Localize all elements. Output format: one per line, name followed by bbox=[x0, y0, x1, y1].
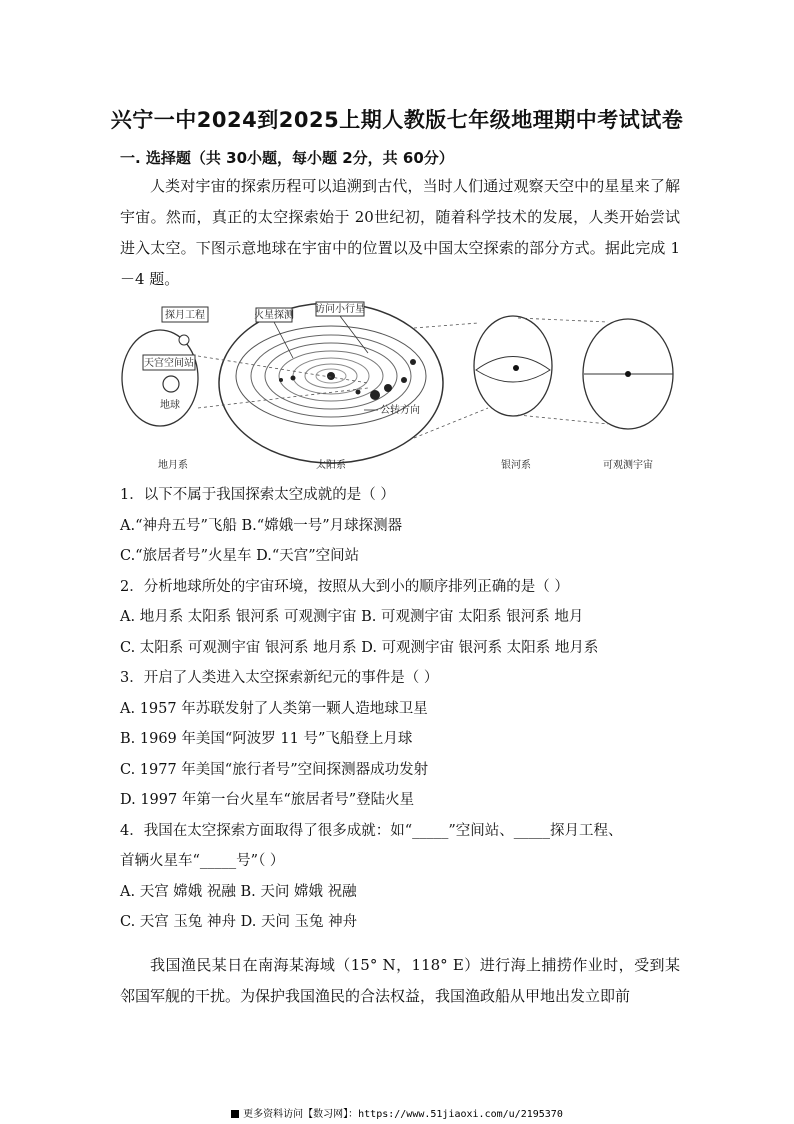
earth-moon-system bbox=[122, 307, 208, 426]
caption-milky-way: 银河系 bbox=[501, 460, 531, 471]
label-earth: 地球 bbox=[160, 400, 180, 411]
label-tiangong: 天宫空间站 bbox=[144, 358, 194, 369]
second-paragraph-text: 我国渔民某日在南海某海域（15° N，118° E）进行海上捕捞作业时，受到某邻国军舰的干扰。为保护我国渔民的合法权益，我国渔政船从甲地出发立即前 bbox=[120, 956, 680, 1005]
footer-link[interactable]: 更多资料访问【数习网】：https://www.51jiaoxi.com/u/2195370 bbox=[243, 1109, 563, 1120]
question-line: B. 1969 年美国“阿波罗 11 号”飞船登上月球 bbox=[120, 731, 413, 747]
milky-way bbox=[474, 316, 552, 416]
question-line: C. 1977 年美国“旅行者号”空间探测器成功发射 bbox=[120, 761, 429, 778]
intro-paragraph bbox=[120, 171, 680, 295]
flag-icon bbox=[231, 1110, 239, 1118]
label-lunar-project: 探月工程 bbox=[165, 310, 205, 321]
question-line: C. 太阳系 可观测宇宙 银河系 地月系 D. 可观测宇宙 银河系 太阳系 地月系 bbox=[120, 639, 599, 656]
exam-title: 兴宁一中2024到2025上期人教版七年级地理期中考试试卷 bbox=[110, 108, 684, 132]
question-line: 1．以下不属于我国探索太空成就的是（ ） bbox=[120, 487, 395, 503]
section-heading: 一. 选择题（共 30小题，每小题 2分，共 60分） bbox=[120, 149, 454, 167]
caption-observable-universe: 可观测宇宙 bbox=[603, 460, 653, 471]
caption-earth-moon: 地月系 bbox=[158, 460, 188, 471]
observable-universe bbox=[583, 319, 673, 429]
question-line: D. 1997 年第一台火星车“旅居者号”登陆火星 bbox=[120, 792, 415, 808]
universe-diagram bbox=[118, 298, 690, 478]
label-orbit-direction: 公转方向 bbox=[380, 405, 420, 416]
question-line: A. 地月系 太阳系 银河系 可观测宇宙 B. 可观测宇宙 太阳系 银河系 地月 bbox=[120, 609, 584, 625]
second-paragraph bbox=[120, 950, 680, 1012]
footer[interactable] bbox=[0, 1105, 794, 1120]
solar-system bbox=[219, 302, 443, 463]
label-mars-probe: 火星探测 bbox=[254, 310, 294, 321]
question-line: 3．开启了人类进入太空探索新纪元的事件是（ ） bbox=[120, 670, 439, 686]
question-line: C. 天宫 玉兔 神舟 D. 天问 玉兔 神舟 bbox=[120, 914, 358, 930]
questions-block bbox=[120, 480, 680, 938]
caption-solar-system: 太阳系 bbox=[316, 460, 346, 471]
label-asteroid: 访问小行星 bbox=[315, 304, 365, 315]
question-line: 2．分析地球所处的宇宙环境，按照从大到小的顺序排列正确的是（ ） bbox=[120, 578, 569, 595]
intro-text: 人类对宇宙的探索历程可以追溯到古代，当时人们通过观察天空中的星星来了解宇宙。然而，真正的太空探索始于 20世纪初，随着科学技术的发展，人类开始尝试进入太空。下图示意地球在宇宙中的位置以及中国太空探索的部分方式。据此完成 1－4 题。 bbox=[120, 177, 680, 288]
question-line: A.“神舟五号”飞船 B.“嫦娥一号”月球探测器 bbox=[120, 517, 403, 534]
question-line: C.“旅居者号”火星车 D.“天宫”空间站 bbox=[120, 548, 360, 564]
question-line: 4．我国在太空探索方面取得了很多成就：如“_____”空间站、_____探月工程、 bbox=[120, 822, 623, 839]
question-line: A. 天宫 嫦娥 祝融 B. 天问 嫦娥 祝融 bbox=[120, 883, 357, 900]
question-line: 首辆火星车“_____号”（ ） bbox=[120, 853, 285, 869]
question-line: A. 1957 年苏联发射了人类第一颗人造地球卫星 bbox=[120, 700, 428, 717]
